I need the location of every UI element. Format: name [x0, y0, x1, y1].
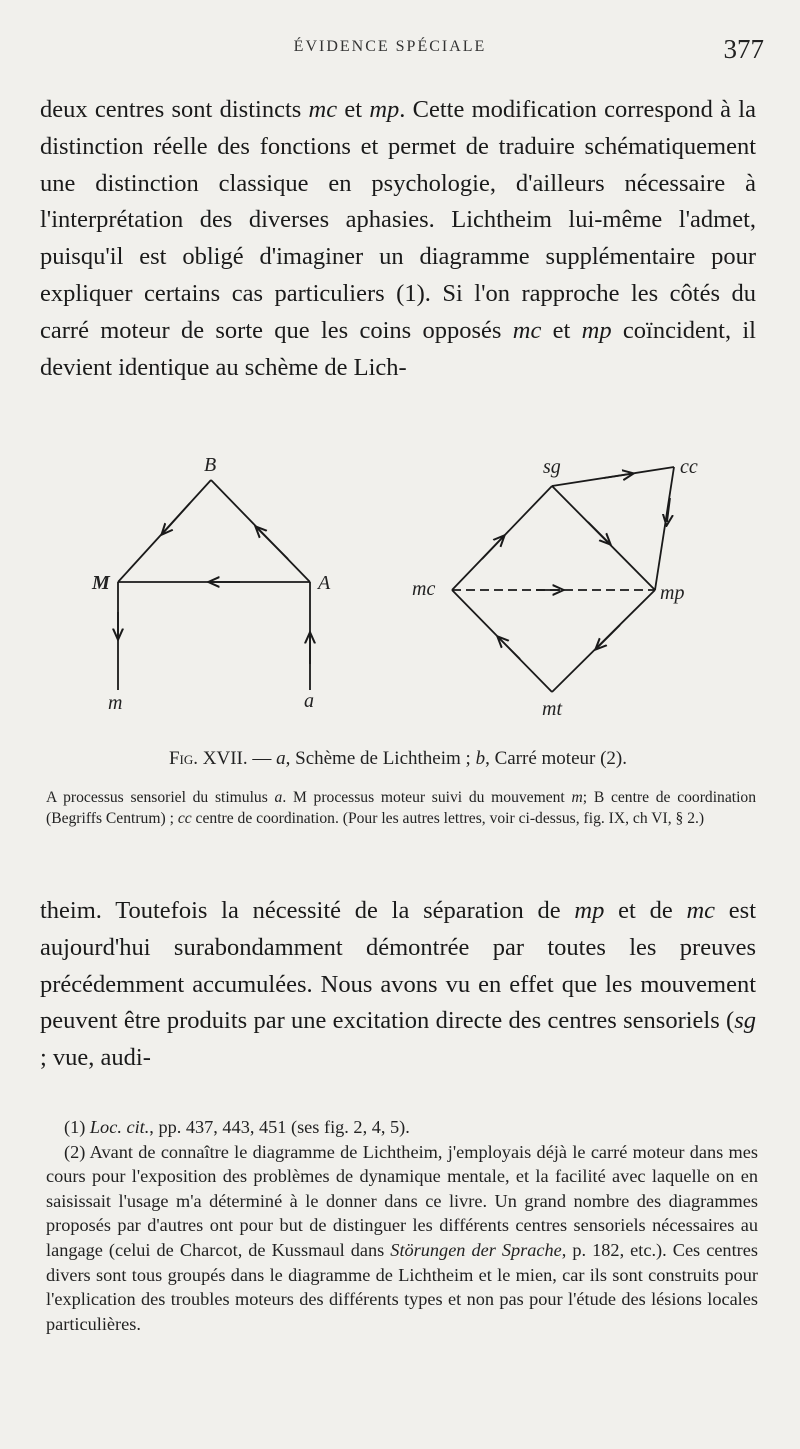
arrow-mt-mc — [500, 639, 520, 659]
text-run: centre de coordination. (Pour les autres lettres, voir ci-dessus, fig. IX, ch VI, § 2.) — [191, 810, 705, 827]
footnote-number: (2) — [64, 1141, 90, 1162]
text-run: , Carré moteur (2). — [485, 748, 627, 769]
text-run: — — [247, 748, 277, 769]
text-run: et — [337, 96, 370, 123]
text-run: , pp. 437, 443, 451 (ses fig. 2, 4, 5). — [149, 1117, 410, 1137]
text-run: et de — [604, 897, 687, 924]
arrow-mp-mt — [598, 625, 620, 647]
text-run: Avant de connaître le diagramme de Lichtheim, j'employais déjà le carré moteur dans mes cours pour l'exposition des problèmes de dynamique mentale, et la facilité avec laquelle on en saisissait l'usage m'a déterminé à le donner dans ce livre. Un grand nombre des diagrammes proposés par d'autres ont pour but de distinguer les différents centres sensoriels nécessaires au langage (celui de Charcot, de Kussmaul dans — [46, 1141, 758, 1260]
text-run: theim. Toutefois la nécessité de la séparation de — [40, 897, 575, 924]
paragraph-1 — [40, 92, 756, 386]
label-mt: mt — [542, 698, 562, 720]
page-number: 377 — [723, 34, 764, 64]
label-mp: mp — [660, 582, 685, 604]
running-head — [0, 34, 800, 64]
caption-b: b — [475, 748, 486, 769]
footnote-reference: Loc. cit. — [89, 1117, 150, 1137]
figure-caption-body — [46, 787, 756, 829]
edge-cc-mp — [655, 467, 674, 590]
arrow-mc-sg — [482, 538, 502, 559]
term-a: a — [274, 789, 283, 806]
paragraph-2 — [40, 893, 756, 1077]
carre-moteur — [452, 467, 674, 692]
figure-xvii — [0, 440, 800, 740]
text-run: coïncident, il devient identique au schème de Lich- — [40, 316, 756, 381]
term-mc: mc — [308, 96, 338, 123]
label-m-upper: M — [92, 572, 110, 594]
arrow-sg-cc — [604, 474, 630, 478]
footnote-2 — [46, 1140, 758, 1337]
arrow-b-m — [164, 503, 190, 532]
text-run: A processus sensoriel du stimulus — [46, 789, 275, 806]
label-m-lower: m — [108, 692, 123, 714]
label-sg: sg — [543, 456, 561, 478]
arrow-a-b — [258, 529, 288, 559]
cited-title: Störungen der Sprache — [390, 1239, 562, 1260]
text-run: deux centres sont distincts — [40, 96, 309, 123]
text-run: et — [541, 316, 582, 344]
term-mp: mp — [581, 316, 612, 344]
text-run: ; B centre de coordination (Begriffs Centrum) ; — [46, 789, 757, 827]
label-a-upper: A — [318, 572, 331, 594]
label-cc: cc — [680, 456, 698, 478]
text-run: . Cette modification correspond à la distinction réelle des fonctions et permet de traduire schématiquement une distinction classique en psychologie, d'ailleurs nécessaire à l'interprétation des diverses aphasies. Lichtheim lui-même l'admet, puisqu'il est obligé d'imaginer un diagramme supplémentaire pour expliquer certains cas particuliers (1). Si l'on rapproche les côtés du carré moteur de sorte que les coins opposés — [40, 96, 756, 344]
term-mp: mp — [574, 897, 605, 924]
label-b: B — [204, 454, 217, 476]
footnote-number: (1) — [64, 1117, 90, 1137]
term-mp: mp — [369, 96, 400, 123]
label-a-lower: a — [304, 690, 314, 712]
text-run: , p. 182, etc.). Ces centres divers sont tous groupés dans le diagramme de Lichtheim et le mien, car ils sont construits pour l'explication des troubles moteurs des différents types et non pas pour l'étude des lésions locales particulières. — [46, 1239, 758, 1334]
figure-caption-title — [40, 748, 756, 770]
text-run: . M processus moteur suivi du mouvement — [282, 789, 572, 806]
text-run: ; vue, audi- — [40, 1044, 151, 1072]
running-title: ÉVIDENCE SPÉCIALE — [293, 38, 487, 55]
footnote-1 — [46, 1115, 758, 1140]
term-m: m — [571, 789, 583, 806]
lichtheim-schema — [118, 480, 310, 690]
figure-number: Fig. XVII. — [168, 748, 248, 769]
text-run: est aujourd'hui surabondamment démontrée par toutes les preuves précédemment accumulées. Nous avons vu en effet que les mouvement peuvent être produits par une excitation directe des centres sensoriels ( — [40, 897, 757, 1035]
footnotes — [46, 1115, 758, 1336]
term-mc: mc — [512, 316, 542, 344]
term-mc: mc — [686, 897, 716, 924]
arrow-sg-mp — [588, 522, 608, 542]
term-sg: sg — [734, 1007, 756, 1035]
text-run: , Schème de Lichtheim ; — [285, 748, 476, 769]
label-mc: mc — [412, 578, 436, 600]
caption-a: a — [276, 748, 286, 769]
term-cc: cc — [177, 810, 192, 827]
